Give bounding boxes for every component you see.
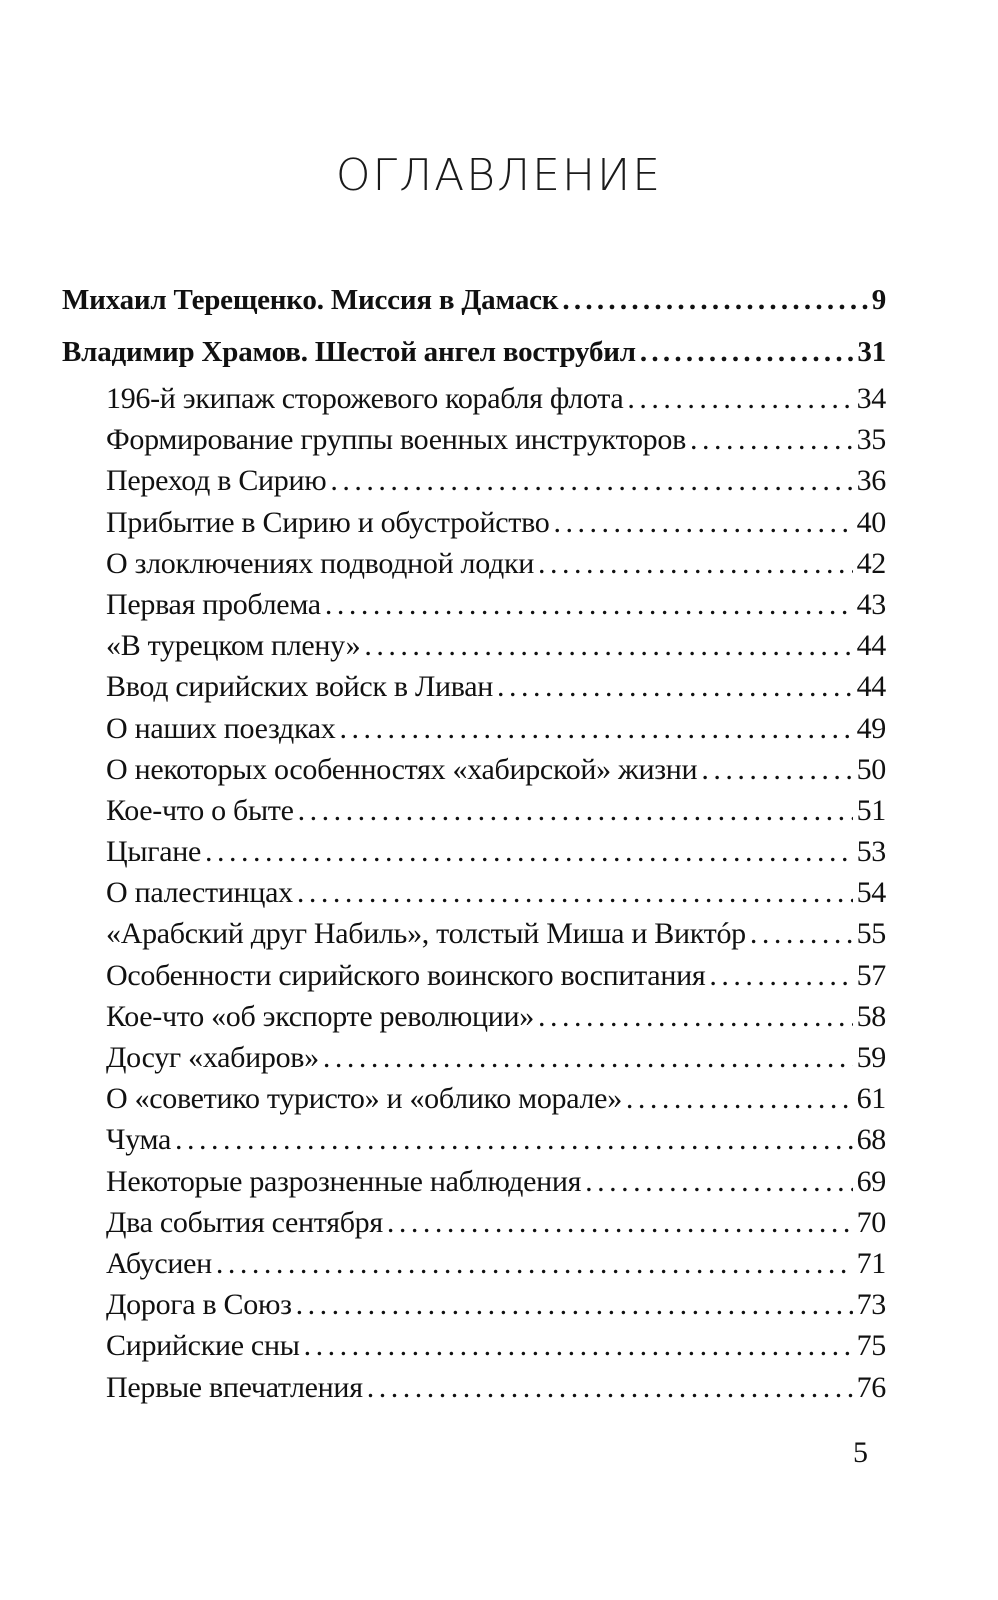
toc-entry [62,1119,886,1160]
toc-entry-page: 61 [856,1082,886,1116]
dot-leader [709,955,852,996]
toc-entry-page: 49 [856,711,886,745]
dot-leader [367,1367,853,1408]
dot-leader [640,326,854,378]
toc-entry [62,502,886,543]
toc-entry-title: Первые впечатления [106,1370,363,1404]
toc-entry-title: Некоторые разрозненные наблюдения [106,1164,582,1198]
dot-leader [330,460,852,501]
dot-leader [205,831,853,872]
toc-entry-title: О некоторых особенностях «хабирской» жизни [106,752,698,786]
toc-entry-title: Владимир Храмов. Шестой ангел вострубил [62,336,636,368]
dot-leader [297,872,853,913]
toc-entry-title: Михаил Терещенко. Миссия в Дамаск [62,284,559,316]
toc-entry-title: Особенности сирийского воинского воспитания [106,958,706,992]
toc-entry-title: Ввод сирийских войск в Ливан [106,670,494,704]
toc-entry-page: 69 [856,1164,886,1198]
toc-entry-title: Сирийские сны [106,1329,300,1363]
toc-entry [62,460,886,501]
toc-entry [62,913,886,954]
toc-entry-title: Переход в Сирию [106,464,327,498]
toc-entry-page: 53 [856,835,886,869]
dot-leader [497,666,853,707]
toc-entry-title: Досуг «хабиров» [106,1041,319,1074]
dot-leader [626,1078,853,1119]
dot-leader [690,419,853,460]
dot-leader [538,543,853,584]
toc-entry-title: Формирование группы военных инструкторов [106,423,686,457]
toc-entry-title: «Арабский друг Набиль», толстый Миша и Виктóр [106,917,746,951]
toc-entry-page: 75 [856,1329,886,1363]
toc-entry [62,625,886,666]
toc-entry [62,1367,886,1408]
dot-leader [701,749,852,790]
toc-entry-title: Первая проблема [106,587,321,621]
dot-leader [325,584,853,625]
toc-entry [62,708,886,749]
toc-entry-page: 42 [856,546,886,580]
toc-entry-title: О злоключениях подводной лодки [106,546,535,580]
toc-entry-title: О палестинцах [106,876,293,910]
toc-entry [62,1284,886,1325]
dot-leader [562,274,867,326]
table-of-contents [62,274,886,1408]
toc-entry [62,378,886,419]
toc-entry-page: 43 [856,587,886,621]
toc-entry-title: Чума [106,1123,171,1157]
toc-entry-page: 73 [856,1288,886,1322]
toc-entry-title: Прибытие в Сирию и обустройство [106,505,550,539]
toc-entry-title: О «советико туристо» и «облико морале» [106,1082,622,1116]
toc-entry-page: 44 [856,629,886,663]
toc-entry [62,326,886,378]
toc-entry-page: 68 [856,1123,886,1157]
toc-entry-page: 9 [871,284,886,316]
toc-entry-page: 44 [856,670,886,704]
toc-entry-page: 36 [856,464,886,498]
toc-entry [62,419,886,460]
toc-entry [62,1202,886,1243]
toc-entry [62,1243,886,1284]
dot-leader [553,502,852,543]
toc-entry-page: 59 [856,1041,886,1074]
toc-entry-title: О наших поездках [106,711,336,745]
toc-entry [62,790,886,831]
toc-entry-page: 40 [856,505,886,539]
toc-entry [62,1325,886,1366]
toc-entry-page: 34 [856,382,886,415]
toc-entry-page: 31 [857,336,886,368]
toc-entry [62,666,886,707]
toc-entry-page: 57 [856,958,886,992]
page-title: ОГЛАВЛЕНИЕ [335,150,663,201]
dot-leader [627,378,852,419]
dot-leader [298,790,853,831]
dot-leader [585,1161,852,1202]
toc-entry-title: Кое-что «об экспорте революции» [106,999,534,1033]
toc-entry-title: Абусиен [106,1246,212,1280]
dot-leader [750,913,853,954]
toc-entry-page: 70 [856,1205,886,1239]
toc-entry-title: Дорога в Союз [106,1288,292,1322]
toc-entry-title: Кое-что о быте [106,793,294,827]
dot-leader [364,625,852,666]
dot-leader [296,1284,853,1325]
dot-leader [304,1325,853,1366]
toc-entry-title: «В турецком плену» [106,629,361,663]
toc-entry-page: 54 [856,876,886,910]
toc-entry [62,543,886,584]
toc-entry-title: Цыгане [106,835,202,869]
toc-entry-page: 35 [856,423,886,457]
toc-entry [62,996,886,1037]
toc-entry-page: 58 [856,999,886,1033]
toc-entry [62,1037,886,1078]
toc-entry [62,955,886,996]
dot-leader [387,1202,853,1243]
dot-leader [216,1243,853,1284]
toc-entry-title: Два события сентября [106,1205,383,1239]
toc-entry-page: 55 [856,917,886,951]
toc-entry [62,872,886,913]
toc-entry-page: 76 [856,1370,886,1404]
toc-entry-page: 51 [856,793,886,827]
dot-leader [323,1037,853,1078]
toc-entry-page: 71 [856,1246,886,1280]
page-number: 5 [853,1436,868,1469]
dot-leader [340,708,853,749]
toc-entry [62,749,886,790]
toc-entry [62,274,886,326]
toc-entry [62,584,886,625]
dot-leader [175,1119,853,1160]
toc-entry-page: 50 [856,752,886,786]
toc-entry [62,1161,886,1202]
toc-entry [62,831,886,872]
dot-leader [538,996,853,1037]
toc-entry [62,1078,886,1119]
toc-entry-title: 196-й экипаж сторожевого корабля флота [106,382,624,415]
